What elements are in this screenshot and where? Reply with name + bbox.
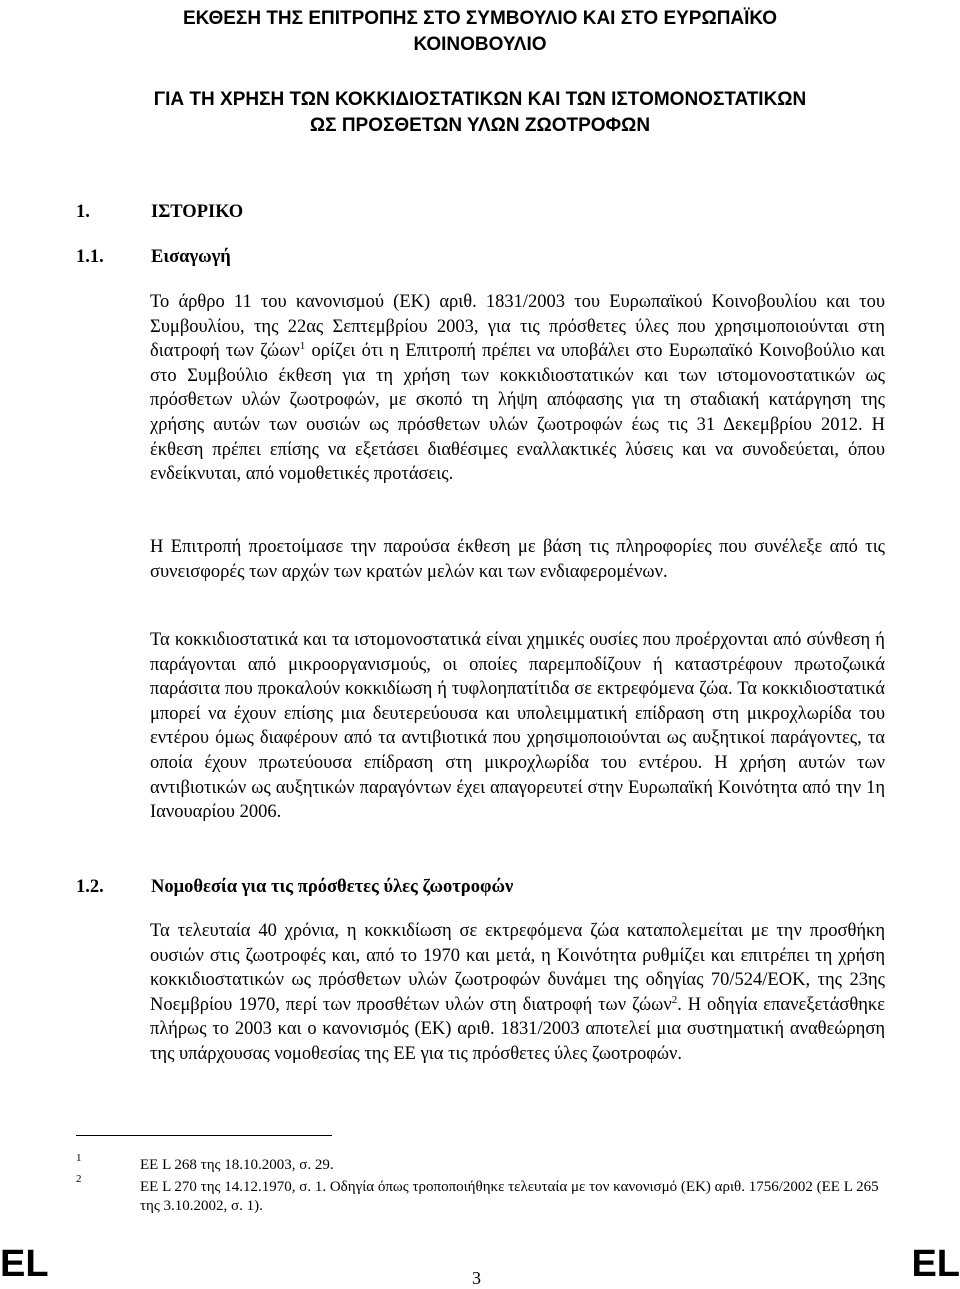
footer-language-right: EL <box>911 1243 960 1285</box>
section-title: ΙΣΤΟΡΙΚΟ <box>151 202 244 222</box>
paragraph-text: Το άρθρο 11 του κανονισμού (ΕΚ) αριθ. 1831/2003 του Ευρωπαϊκού Κοινοβουλίου και του Συμβουλίου, της 22ας Σεπτεμβρίου 2003, για τις πρόσθετες ύλες που χρησιμοποιούνται στη διατροφή των ζώων <box>150 292 885 362</box>
paragraph-text: . Η οδηγία επανεξετάσθηκε πλήρως το 2003 και ο κανονισμός (ΕΚ) αριθ. 1831/2003 αποτελεί μια συστηματική αναθεώρηση της υπάρχουσας νομοθεσίας της ΕΕ για τις πρόσθετες ύλες ζωοτροφών. <box>150 994 885 1064</box>
paragraph-text: ορίζει ότι η Επιτροπή πρέπει να υποβάλει στο Ευρωπαϊκό Κοινοβούλιο και στο Συμβούλιο έκθεση για τη χρήση των κοκκιδιοστατικών και των ιστομονοστατικών ως πρόσθετων υλών ζωοτροφών, με σκοπό τη λήψη απόφασης για τη σταδιακή κατάργηση της χρήσης αυτών των ουσιών ως πρόσθετων υλών ζωοτροφών έως τις 31 Δεκεμβρίου 2012. Η έκθεση πρέπει επίσης να εξετάσει διαθέσιμες εναλλακτικές λύσεις και να συνοδεύεται, όπου ενδείκνυται, από νομοθετικές προτάσεις. <box>150 341 885 485</box>
section-title: Νομοθεσία για τις πρόσθετες ύλες ζωοτροφών <box>151 877 514 897</box>
section-heading-1 <box>76 200 243 224</box>
paragraph-legislation <box>150 919 885 1067</box>
footer-language-left: EL <box>0 1243 49 1285</box>
report-title-line-3: ΓΙΑ ΤΗ ΧΡΗΣΗ ΤΩΝ ΚΟΚΚΙΔΙΟΣΤΑΤΙΚΩΝ ΚΑΙ ΤΩΝ ΙΣΤΟΜΟΝΟΣΤΑΤΙΚΩΝ <box>153 89 807 110</box>
footnote-ref-2: 2 <box>671 993 678 1006</box>
paragraph-text: Τα τελευταία 40 χρόνια, η κοκκιδίωση σε εκτρεφόμενα ζώα καταπολεμείται με την προσθήκη ουσιών στις ζωοτροφές και, από το 1970 και μετά, η Κοινότητα ρυθμίζει και επιτρέπει τη χρήση κοκκιδιοστατικών ως πρόσθετων υλών ζωοτροφών δυνάμει της οδηγίας 70/524/ΕΟΚ, της 23ης Νοεμβρίου 1970, περί των προσθέτων υλών στη διατροφή των ζώων <box>150 921 885 1015</box>
footnote-separator <box>76 1135 332 1136</box>
footnote-number-1: 1 <box>76 1152 82 1164</box>
report-title-line-1: ΕΚΘΕΣΗ ΤΗΣ ΕΠΙΤΡΟΠΗΣ ΣΤΟ ΣΥΜΒΟΥΛΙΟ ΚΑΙ ΣΤΟ ΕΥΡΩΠΑΪΚΟ <box>182 8 778 29</box>
report-title-line-2: ΚΟΙΝΟΒΟΥΛΙΟ <box>413 34 547 55</box>
section-heading-1-2 <box>76 875 513 899</box>
page-number: 3 <box>472 1268 481 1288</box>
section-number: 1. <box>76 202 90 222</box>
paragraph-intro <box>150 290 885 487</box>
report-title-line-4: ΩΣ ΠΡΟΣΘΕΤΩΝ ΥΛΩΝ ΖΩΟΤΡΟΦΩΝ <box>309 115 651 136</box>
section-number: 1.2. <box>76 877 104 897</box>
footnote-number-2: 2 <box>76 1173 82 1185</box>
footnote-text-2: ΕΕ L 270 της 14.12.1970, σ. 1. Οδηγία όπως τροποποιήθηκε τελευταία με τον κανονισμό (ΕΚ) αριθ. 1756/2002 (ΕΕ L 265 της 3.10.2002, σ. 1). <box>140 1179 879 1214</box>
section-heading-1-1 <box>76 245 231 269</box>
paragraph-preparation: Η Επιτροπή προετοίμασε την παρούσα έκθεση με βάση τις πληροφορίες που συνέλεξε από τις συνεισφορές των αρχών των κρατών μελών και των ενδιαφερομένων. <box>150 537 885 582</box>
section-number: 1.1. <box>76 247 104 267</box>
footnote-ref-1: 1 <box>299 340 306 353</box>
paragraph-coccidiostats: Τα κοκκιδιοστατικά και τα ιστομονοστατικά είναι χημικές ουσίες που προέρχονται από σύνθεση ή παράγονται από μικροοργανισμούς, οι οποίες παρεμποδίζουν ή καταστρέφουν πρωτοζωικά παράσιτα που προκαλούν κοκκιδίωση ή τυφλοηπατίτιδα σε εκτρεφόμενα ζώα. Τα κοκκιδιοστατικά μπορεί να έχουν επίσης μια δευτερεύουσα και υπολειμματική επίδραση στη μικροχλωρίδα του εντέρου όμως διαφέρουν από τα αντιβιοτικά που χρησιμοποιούνται ως αυξητικοί παράγοντες, τα οποία έχουν πρωτεύουσα επίδραση στη μικροχλωρίδα του εντέρου. Η χρήση αυτών των αντιβιοτικών ως αυξητικών παραγόντων έχει απαγορευτεί στην Ευρωπαϊκή Κοινότητα από την 1η Ιανουαρίου 2006. <box>150 630 885 823</box>
section-title: Εισαγωγή <box>151 247 231 267</box>
footnote-text-1: ΕΕ L 268 της 18.10.2003, σ. 29. <box>140 1157 334 1173</box>
